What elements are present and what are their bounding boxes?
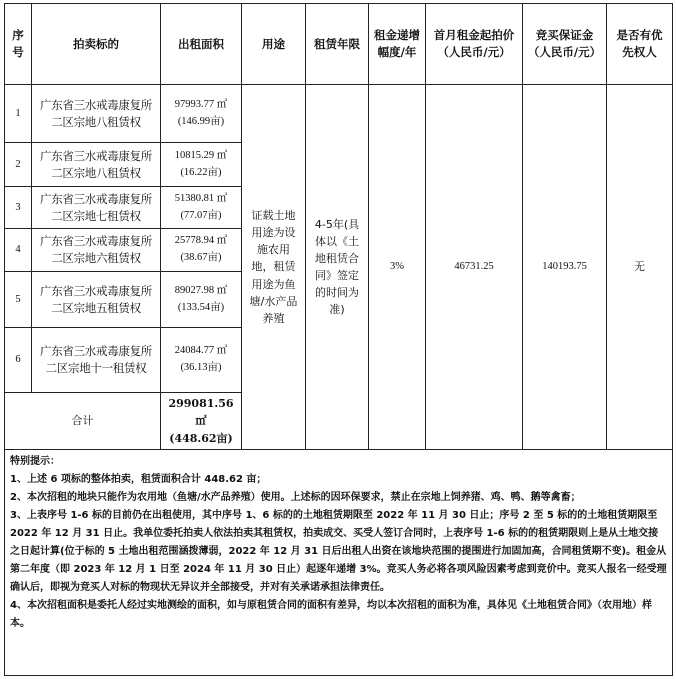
deposit-cell: 140193.75 bbox=[542, 261, 587, 273]
row-target: 广东省三水戒毒康复所二区宗地七租赁权 bbox=[40, 191, 152, 223]
area-m2: 25778.94 ㎡ bbox=[174, 235, 228, 247]
row-area bbox=[161, 229, 241, 271]
use-cell: 证载土地用途为设施农用地，租赁用途为鱼塘/水产品养殖 bbox=[249, 209, 298, 325]
area-m2: 24084.77 ㎡ bbox=[174, 345, 228, 357]
priority-cell: 无 bbox=[634, 260, 645, 274]
row-target: 广东省三水戒毒康复所二区宗地五租赁权 bbox=[40, 283, 152, 315]
row-area bbox=[161, 328, 241, 392]
header-first-rent: 首月租金起拍价（人民币/元） bbox=[433, 28, 515, 59]
row-no: 3 bbox=[15, 201, 21, 213]
note-item: 4、本次招租面积是委托人经过实地测绘的面积，如与原租赁合同的面积有差异，均以本次招租的面积为准，具体见《土地租赁合同》（农用地）样本。 bbox=[10, 600, 652, 629]
header-term: 租赁年限 bbox=[314, 36, 360, 51]
area-mu: (133.54亩) bbox=[177, 301, 225, 313]
total-area-mu: (448.62亩) bbox=[169, 431, 233, 445]
total-label: 合计 bbox=[71, 414, 94, 428]
first-rent-cell: 46731.25 bbox=[454, 261, 494, 273]
row-area bbox=[161, 143, 241, 186]
increase-cell: 3% bbox=[390, 261, 404, 273]
row-target: 广东省三水戒毒康复所二区宗地十一租赁权 bbox=[40, 344, 152, 375]
header-deposit: 竞买保证金（人民币/元） bbox=[527, 28, 602, 59]
row-area bbox=[161, 85, 241, 142]
special-notes bbox=[10, 453, 668, 633]
area-mu: (36.13亩) bbox=[180, 362, 222, 373]
row-area bbox=[161, 272, 241, 327]
area-m2: 51380.81 ㎡ bbox=[174, 192, 228, 204]
total-area bbox=[161, 393, 241, 449]
row-no: 2 bbox=[15, 158, 21, 170]
area-mu: (146.99亩) bbox=[177, 115, 225, 127]
row-target: 广东省三水戒毒康复所二区宗地八租赁权 bbox=[40, 97, 152, 129]
header-target: 拍卖标的 bbox=[73, 36, 119, 51]
area-m2: 10815.29 ㎡ bbox=[174, 149, 228, 161]
term-cell: 4-5年(具体以《土地租赁合同》签定的时间为准) bbox=[314, 217, 360, 317]
header-priority: 是否有优先权人 bbox=[616, 28, 663, 59]
header-use: 用途 bbox=[262, 36, 285, 51]
row-no: 6 bbox=[15, 354, 21, 366]
area-mu: (77.07亩) bbox=[180, 209, 222, 221]
area-mu: (38.67亩) bbox=[180, 252, 222, 263]
row-no: 5 bbox=[15, 293, 21, 305]
header-area: 出租面积 bbox=[178, 36, 224, 51]
row-target: 广东省三水戒毒康复所二区宗地八租赁权 bbox=[40, 148, 152, 180]
row-area bbox=[161, 187, 241, 228]
row-no: 4 bbox=[15, 244, 21, 256]
note-item: 3、上表序号 1-6 标的目前仍在出租使用，其中序号 1、6 标的的土地租赁期限至 2022 年 11 月 30 日止；序号 2 至 5 标的的土地租赁期限至 2022 年 12 月 31 日止。我单位委托拍卖人依法拍卖其租赁权，拍卖成交、买受人签订合同时，上表序号 1-6 标的的租赁期限则上是从土地交接之日起计算(位于标的 5 土地出租范围涵拨薄弱，2022 年 12 月 31 日后出租人出资在该地块范围的提围进行加固加高，合同租赁期不变)。租金从第二年度（即 2023 年 12 月 1 日至 2024 年 11 月 30 日止）起逐年递增 3%。竞买人务必将各项风险因素考虑到竞价中。竞买人报名一经受理确认后，即视为竞买人对标的物现状无异议并全部接受，并对有关承诺承担法律责任。 bbox=[10, 510, 667, 593]
total-area-m2: 299081.56 ㎡ bbox=[168, 396, 234, 428]
note-item: 1、上述 6 项标的整体拍卖，租赁面积合计 448.62 亩； bbox=[10, 474, 267, 485]
area-mu: (16.22亩) bbox=[180, 166, 222, 178]
row-no: 1 bbox=[15, 107, 21, 119]
header-increase: 租金递增幅度/年 bbox=[374, 28, 420, 59]
row-target: 广东省三水戒毒康复所二区宗地六租赁权 bbox=[40, 234, 152, 265]
area-m2: 97993.77 ㎡ bbox=[174, 98, 228, 110]
area-m2: 89027.98 ㎡ bbox=[174, 284, 228, 296]
note-item: 2、本次招租的地块只能作为农用地（鱼塘/水产品养殖）使用。上述标的因环保要求，禁止在宗地上饲养猪、鸡、鸭、鹅等禽畜； bbox=[10, 492, 581, 503]
header-no: 序号 bbox=[12, 28, 24, 59]
notes-title: 特别提示： bbox=[10, 456, 60, 467]
